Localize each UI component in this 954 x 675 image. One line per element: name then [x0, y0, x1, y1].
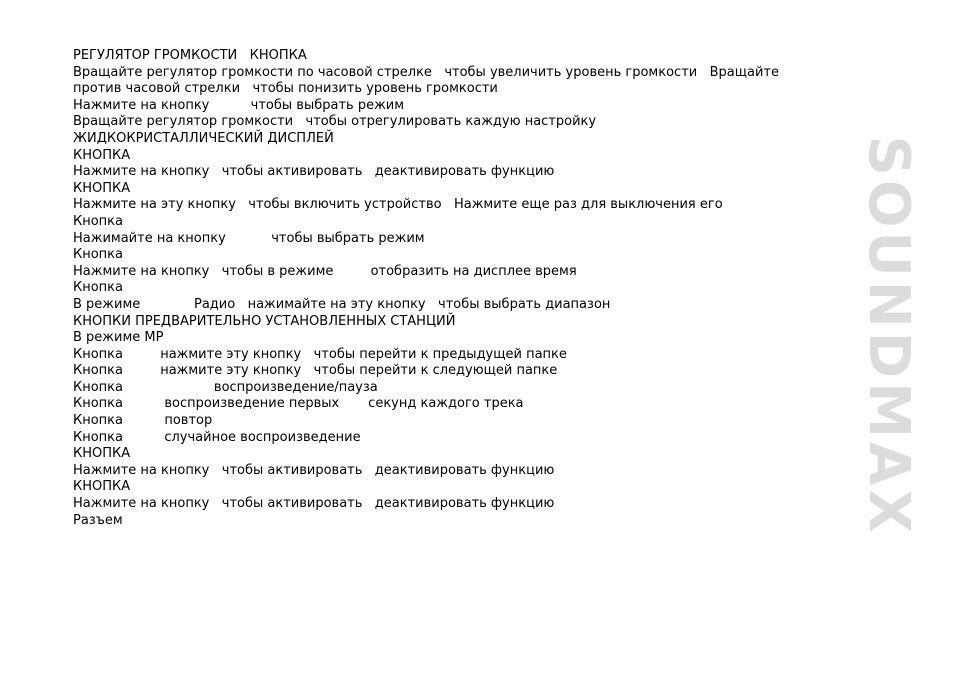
section-heading-button: Кнопка — [73, 247, 124, 263]
text-line: Нажимайте на кнопку чтобы выбрать режим — [73, 230, 425, 246]
section-heading-button: КНОПКА — [73, 446, 131, 462]
text-line: Нажмите на кнопку чтобы выбрать режим — [73, 97, 405, 113]
section-heading-button: КНОПКА — [73, 479, 131, 495]
section-heading-lcd: ЖИДКОКРИСТАЛЛИЧЕСКИЙ ДИСПЛЕЙ — [73, 130, 334, 146]
text-line: Вращайте регулятор громкости по часовой стрелке чтобы увеличить уровень громкости Вращайте — [73, 64, 779, 80]
text-line: Кнопка воспроизведение/пауза — [73, 379, 378, 395]
text-line: Кнопка воспроизведение первых секунд каждого трека — [73, 396, 524, 412]
text-line: Нажмите на кнопку чтобы активировать деактивировать функцию — [73, 164, 555, 180]
text-line: Кнопка нажмите эту кнопку чтобы перейти к предыдущей папке — [73, 346, 567, 362]
text-line: Нажмите на эту кнопку чтобы включить устройство Нажмите еще раз для выключения его — [73, 197, 723, 213]
text-line: В режиме Радио нажимайте на эту кнопку чтобы выбрать диапазон — [73, 296, 611, 312]
section-heading-button: Кнопка — [73, 280, 124, 296]
section-heading-button: Кнопка — [73, 213, 124, 229]
text-line: Нажмите на кнопку чтобы активировать деактивировать функцию — [73, 496, 555, 512]
text-line: Кнопка случайное воспроизведение — [73, 429, 361, 445]
text-line: Нажмите на кнопку чтобы в режиме отобразить на дисплее время — [73, 263, 577, 279]
section-heading-volume-knob: РЕГУЛЯТОР ГРОМКОСТИ КНОПКА — [73, 48, 307, 63]
section-heading-preset-stations: КНОПКИ ПРЕДВАРИТЕЛЬНО УСТАНОВЛЕННЫХ СТАНЦИЙ — [73, 313, 456, 329]
text-line: против часовой стрелки чтобы понизить уровень громкости — [73, 81, 498, 97]
section-heading-button: КНОПКА — [73, 180, 131, 196]
section-heading-button: КНОПКА — [73, 147, 131, 163]
text-line: Кнопка нажмите эту кнопку чтобы перейти к следующей папке — [73, 363, 558, 379]
text-line: Нажмите на кнопку чтобы активировать деактивировать функцию — [73, 462, 555, 478]
instruction-text-body — [73, 48, 833, 529]
soundmax-logo: SOUNDMAX — [856, 135, 921, 537]
text-line: Кнопка повтор — [73, 413, 213, 429]
text-line: Вращайте регулятор громкости чтобы отрегулировать каждую настройку — [73, 114, 597, 130]
section-heading-connector: Разъем — [73, 512, 123, 528]
text-line: В режиме MP — [73, 330, 164, 346]
